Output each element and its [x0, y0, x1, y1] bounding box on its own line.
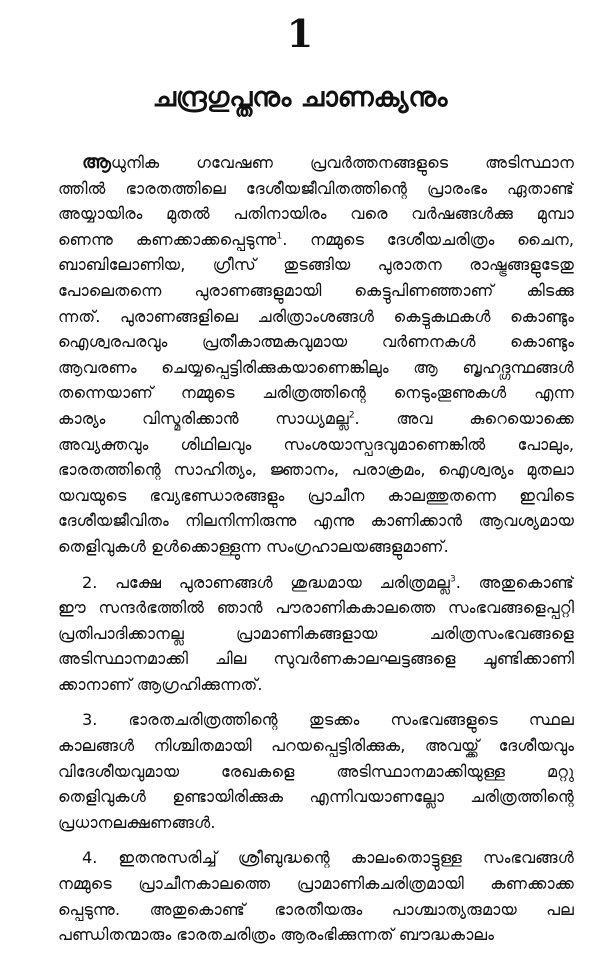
body-text [58, 150, 574, 958]
text-line [58, 355, 574, 381]
text-line [58, 329, 574, 355]
paragraph-2 [58, 570, 574, 698]
text-line [58, 570, 574, 596]
line-text: ദേശീയജീവിതം നിലനിന്നിരുന്നു എന്നു കാണിക്കാൻ ആവശ്യമായ [58, 511, 574, 531]
drop-cap: ആ [82, 151, 111, 173]
line-text: പോലെതന്നെ പുരാണങ്ങളുമായി കെട്ടുപിണഞ്ഞാണ് കിടക്കു [58, 280, 574, 300]
line-text: ത്തിൽ ഭാരതത്തിലെ ദേശീയജീവിതത്തിന്റെ പ്രാരംഭം ഏതാണ്ട് [58, 178, 574, 198]
text-line [58, 432, 574, 458]
line-text: തെളിവുകൾ ഉണ്ടായിരിക്കുക എന്നിവയാണല്ലോ ചരിത്രത്തിന്റെ [58, 787, 574, 807]
line-text: ക്കാനാണ് ആഗ്രഹിക്കുന്നത്. [58, 674, 263, 694]
text-line [58, 227, 574, 253]
text-line [58, 595, 574, 621]
text-line [58, 457, 574, 483]
line-text: തന്നെയാണ് നമ്മുടെ ചരിത്രത്തിന്റെ നെടുംതൂണുകൾ എന്ന [58, 383, 574, 403]
text-line [58, 150, 574, 176]
line-text: ധുനിക ഗവേഷണ പ്രവർത്തനങ്ങളുടെ അടിസ്ഥാന [110, 153, 574, 172]
text-line [58, 733, 574, 759]
text-line [58, 380, 574, 406]
text-line [58, 759, 574, 785]
text-line [58, 707, 574, 733]
line-text-continued: . അവ കുറെയൊക്കെ [354, 408, 574, 428]
text-line [58, 406, 574, 432]
line-text: 2. പക്ഷേ പുരാണങ്ങൾ ശുദ്ധമായ ചരിത്രമല്ല [82, 572, 451, 592]
line-text: തെളിവുകൾ ഉൾക്കൊള്ളുന്ന സംഗ്രഹാലയങ്ങളുമാണ്. [58, 536, 449, 556]
line-text: അവ്യക്തവും ശിഥിലവും സംശയാസ്പദവുമാണെങ്കിൽ പോലും, [58, 434, 574, 454]
text-line [58, 201, 574, 227]
footnote-marker: 2 [348, 410, 355, 421]
text-line [58, 845, 574, 871]
line-text: നമ്മുടെ പ്രാചീനകാലത്തെ പ്രാമാണികചരിത്രമായി കണക്കാക്ക [58, 874, 574, 894]
line-text: പ്പെടുന്നു. അതുകൊണ്ട് ഭാരതീയരും പാശ്ചാത്യരുമായ പല [58, 899, 574, 919]
text-line [58, 897, 574, 923]
line-text: പ്രധാനലക്ഷണങ്ങൾ. [58, 812, 216, 832]
line-text: അയ്യായിരം മുതൽ പതിനായിരം വരെ വർഷങ്ങൾക്കു മുമ്പാ [58, 204, 574, 224]
line-text: ബാബിലോണിയ, ഗ്രീസ് തുടങ്ങിയ പുരാതന രാഷ്ട്രങ്ങളുടേതു [58, 255, 574, 275]
line-text: കാര്യം വിസ്മരിക്കാൻ സാധ്യമല്ല [58, 408, 349, 428]
chapter-number: 1 [286, 11, 314, 56]
line-text: ആവരണം ചെയ്യപ്പെട്ടിരിക്കുകയാണെങ്കിലും ആ ബൃഹദ്ഗ്രന്ഥങ്ങൾ [58, 357, 574, 377]
text-line [58, 176, 574, 202]
text-line [58, 278, 574, 304]
line-text: അടിസ്ഥാനമാക്കി ചില സുവർണകാലഘട്ടങ്ങളെ ചൂണ്ടിക്കാണി [58, 649, 574, 669]
line-text: 3. ഭാരതചരിത്രത്തിന്റെ തുടക്കം സംഭവങ്ങളുടെ സ്ഥല [82, 710, 574, 730]
text-line [58, 810, 574, 836]
footnote-marker: 3 [450, 574, 456, 585]
text-line [58, 871, 574, 897]
text-line [58, 252, 574, 278]
line-text: പ്രതിപാദിക്കാനല്ല പ്രാമാണികങ്ങളായ ചരിത്രസംഭവങ്ങളെ [58, 623, 574, 643]
text-line [58, 621, 574, 647]
paragraph-4 [58, 845, 574, 947]
text-line [58, 304, 574, 330]
text-line [58, 922, 574, 948]
line-text: പണ്ഡിതന്മാരും ഭാരതചരിത്രം ആരംഭിക്കുന്നത് ബൗദ്ധകാലം [58, 925, 495, 945]
line-text: ഐശ്വരപരവും പ്രതീകാത്മകവുമായ വർണനകൾ കൊണ്ടും [58, 332, 574, 352]
text-line [58, 784, 574, 810]
text-line [58, 508, 574, 534]
text-line [58, 483, 574, 509]
line-text: 4. ഇതനുസരിച്ച് ശ്രീബുദ്ധന്റെ കാലംതൊട്ടുള്ള സംഭവങ്ങൾ [82, 848, 574, 868]
line-text-continued: . നമ്മുടെ ദേശീയചരിത്രം ചൈന, [282, 229, 574, 249]
line-text: ഈ സന്ദർഭത്തിൽ ഞാൻ പൗരാണികകാലത്തെ സംഭവങ്ങളെപ്പറ്റി [58, 598, 574, 618]
chapter-title: ചന്ദ്രഗുപ്തനും ചാണക്യനും [152, 82, 448, 113]
line-text: യവയുടെ ഭവ്യഭണ്ഡാരങ്ങളും പ്രാചീന കാലത്തുതന്നെ ഇവിടെ [58, 485, 574, 505]
line-text-continued: . അതുകൊണ്ട് [455, 572, 574, 592]
line-text: ഭാരതത്തിന്റെ സാഹിത്യം, ജ്ഞാനം, പരാക്രമം, ഐശ്വര്യം മുതലാ [58, 460, 574, 480]
text-line [58, 672, 574, 698]
line-text: കാലങ്ങൾ നിശ്ചിതമായി പറയപ്പെട്ടിരിക്കുക, അവയ്ക്ക് ദേശീയവും [58, 736, 574, 756]
text-line [58, 534, 574, 560]
footnote-marker: 1 [276, 231, 283, 242]
line-text: വിദേശീയവുമായ രേഖകളെ അടിസ്ഥാനമാക്കിയുള്ള മറ്റു [58, 761, 574, 781]
line-text: ണെന്നു കണക്കാക്കപ്പെടുന്നു [58, 229, 277, 249]
paragraph-1 [58, 150, 574, 560]
line-text: ന്നത്. പുരാണങ്ങളിലെ ചരിത്രാംശങ്ങൾ കെട്ടുകഥകൾ കൊണ്ടും [58, 306, 574, 326]
text-line [58, 646, 574, 672]
paragraph-3 [58, 707, 574, 835]
